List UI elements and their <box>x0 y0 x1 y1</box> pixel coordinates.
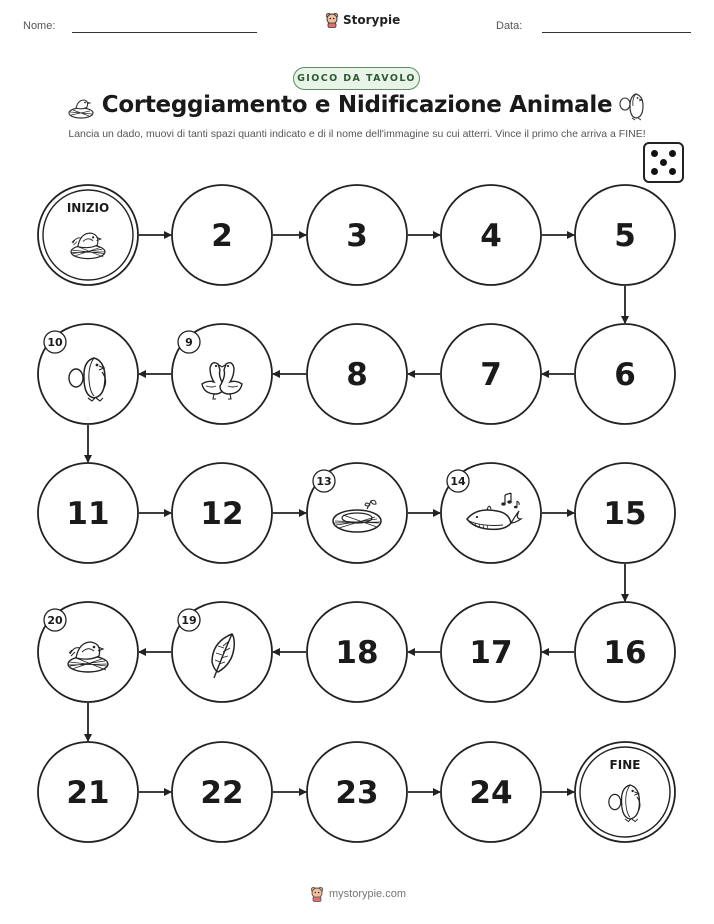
space-number: 24 <box>469 775 513 811</box>
board-space-2 <box>172 185 272 285</box>
board-space-3 <box>307 185 407 285</box>
board-space-17 <box>441 602 541 702</box>
board-space-8 <box>307 324 407 424</box>
board-space-25 <box>575 742 675 842</box>
board-space-11 <box>38 463 138 563</box>
board-space-18 <box>307 602 407 702</box>
space-number: 12 <box>200 496 244 532</box>
space-number: 21 <box>66 775 110 811</box>
board-space-23 <box>307 742 407 842</box>
page-title: Corteggiamento e Nidificazione Animale <box>101 92 613 118</box>
space-number: 19 <box>181 614 197 627</box>
board-space-7 <box>441 324 541 424</box>
space-number: 16 <box>603 635 647 671</box>
storypie-mascot-icon <box>310 886 324 902</box>
space-number: 4 <box>480 218 502 254</box>
space-number: 6 <box>614 357 636 393</box>
board-space-12 <box>172 463 272 563</box>
board-space-22 <box>172 742 272 842</box>
space-number: 14 <box>450 475 466 488</box>
start-label: INIZIO <box>66 201 110 215</box>
space-number: 17 <box>469 635 513 671</box>
board-space-20 <box>38 602 138 702</box>
space-number: 23 <box>335 775 379 811</box>
category-badge: GIOCO DA TAVOLO <box>293 67 420 90</box>
board-space-16 <box>575 602 675 702</box>
space-number: 5 <box>614 218 636 254</box>
board-space-1 <box>38 185 138 285</box>
board-space-21 <box>38 742 138 842</box>
board-space-4 <box>441 185 541 285</box>
board-space-15 <box>575 463 675 563</box>
space-number: 20 <box>47 614 63 627</box>
space-number: 10 <box>47 336 63 349</box>
board-space-14 <box>441 463 541 563</box>
space-number: 22 <box>200 775 244 811</box>
finish-label: FINE <box>609 758 641 772</box>
board-space-10 <box>38 324 138 424</box>
board-space-5 <box>575 185 675 285</box>
space-number: 8 <box>346 357 368 393</box>
space-number: 15 <box>603 496 647 532</box>
brand-name: Storypie <box>343 13 401 27</box>
instructions: Lancia un dado, muovi di tanti spazi quanti indicato e di il nome dell'immagine su cui atterri. Vince il primo che arriva a FINE! <box>68 128 646 140</box>
board-space-19 <box>172 602 272 702</box>
space-number: 3 <box>346 218 368 254</box>
space-number: 13 <box>316 475 332 488</box>
space-number: 7 <box>480 357 502 393</box>
board-space-13 <box>307 463 407 563</box>
board-space-24 <box>441 742 541 842</box>
board-space-9 <box>172 324 272 424</box>
space-number: 18 <box>335 635 379 671</box>
name-label: Nome: <box>23 20 56 32</box>
date-label: Data: <box>496 20 523 32</box>
footer-url: mystorypie.com <box>329 888 407 900</box>
space-number: 11 <box>66 496 110 532</box>
board-space-6 <box>575 324 675 424</box>
space-number: 2 <box>211 218 233 254</box>
footer <box>310 886 406 902</box>
space-number: 9 <box>185 336 193 349</box>
